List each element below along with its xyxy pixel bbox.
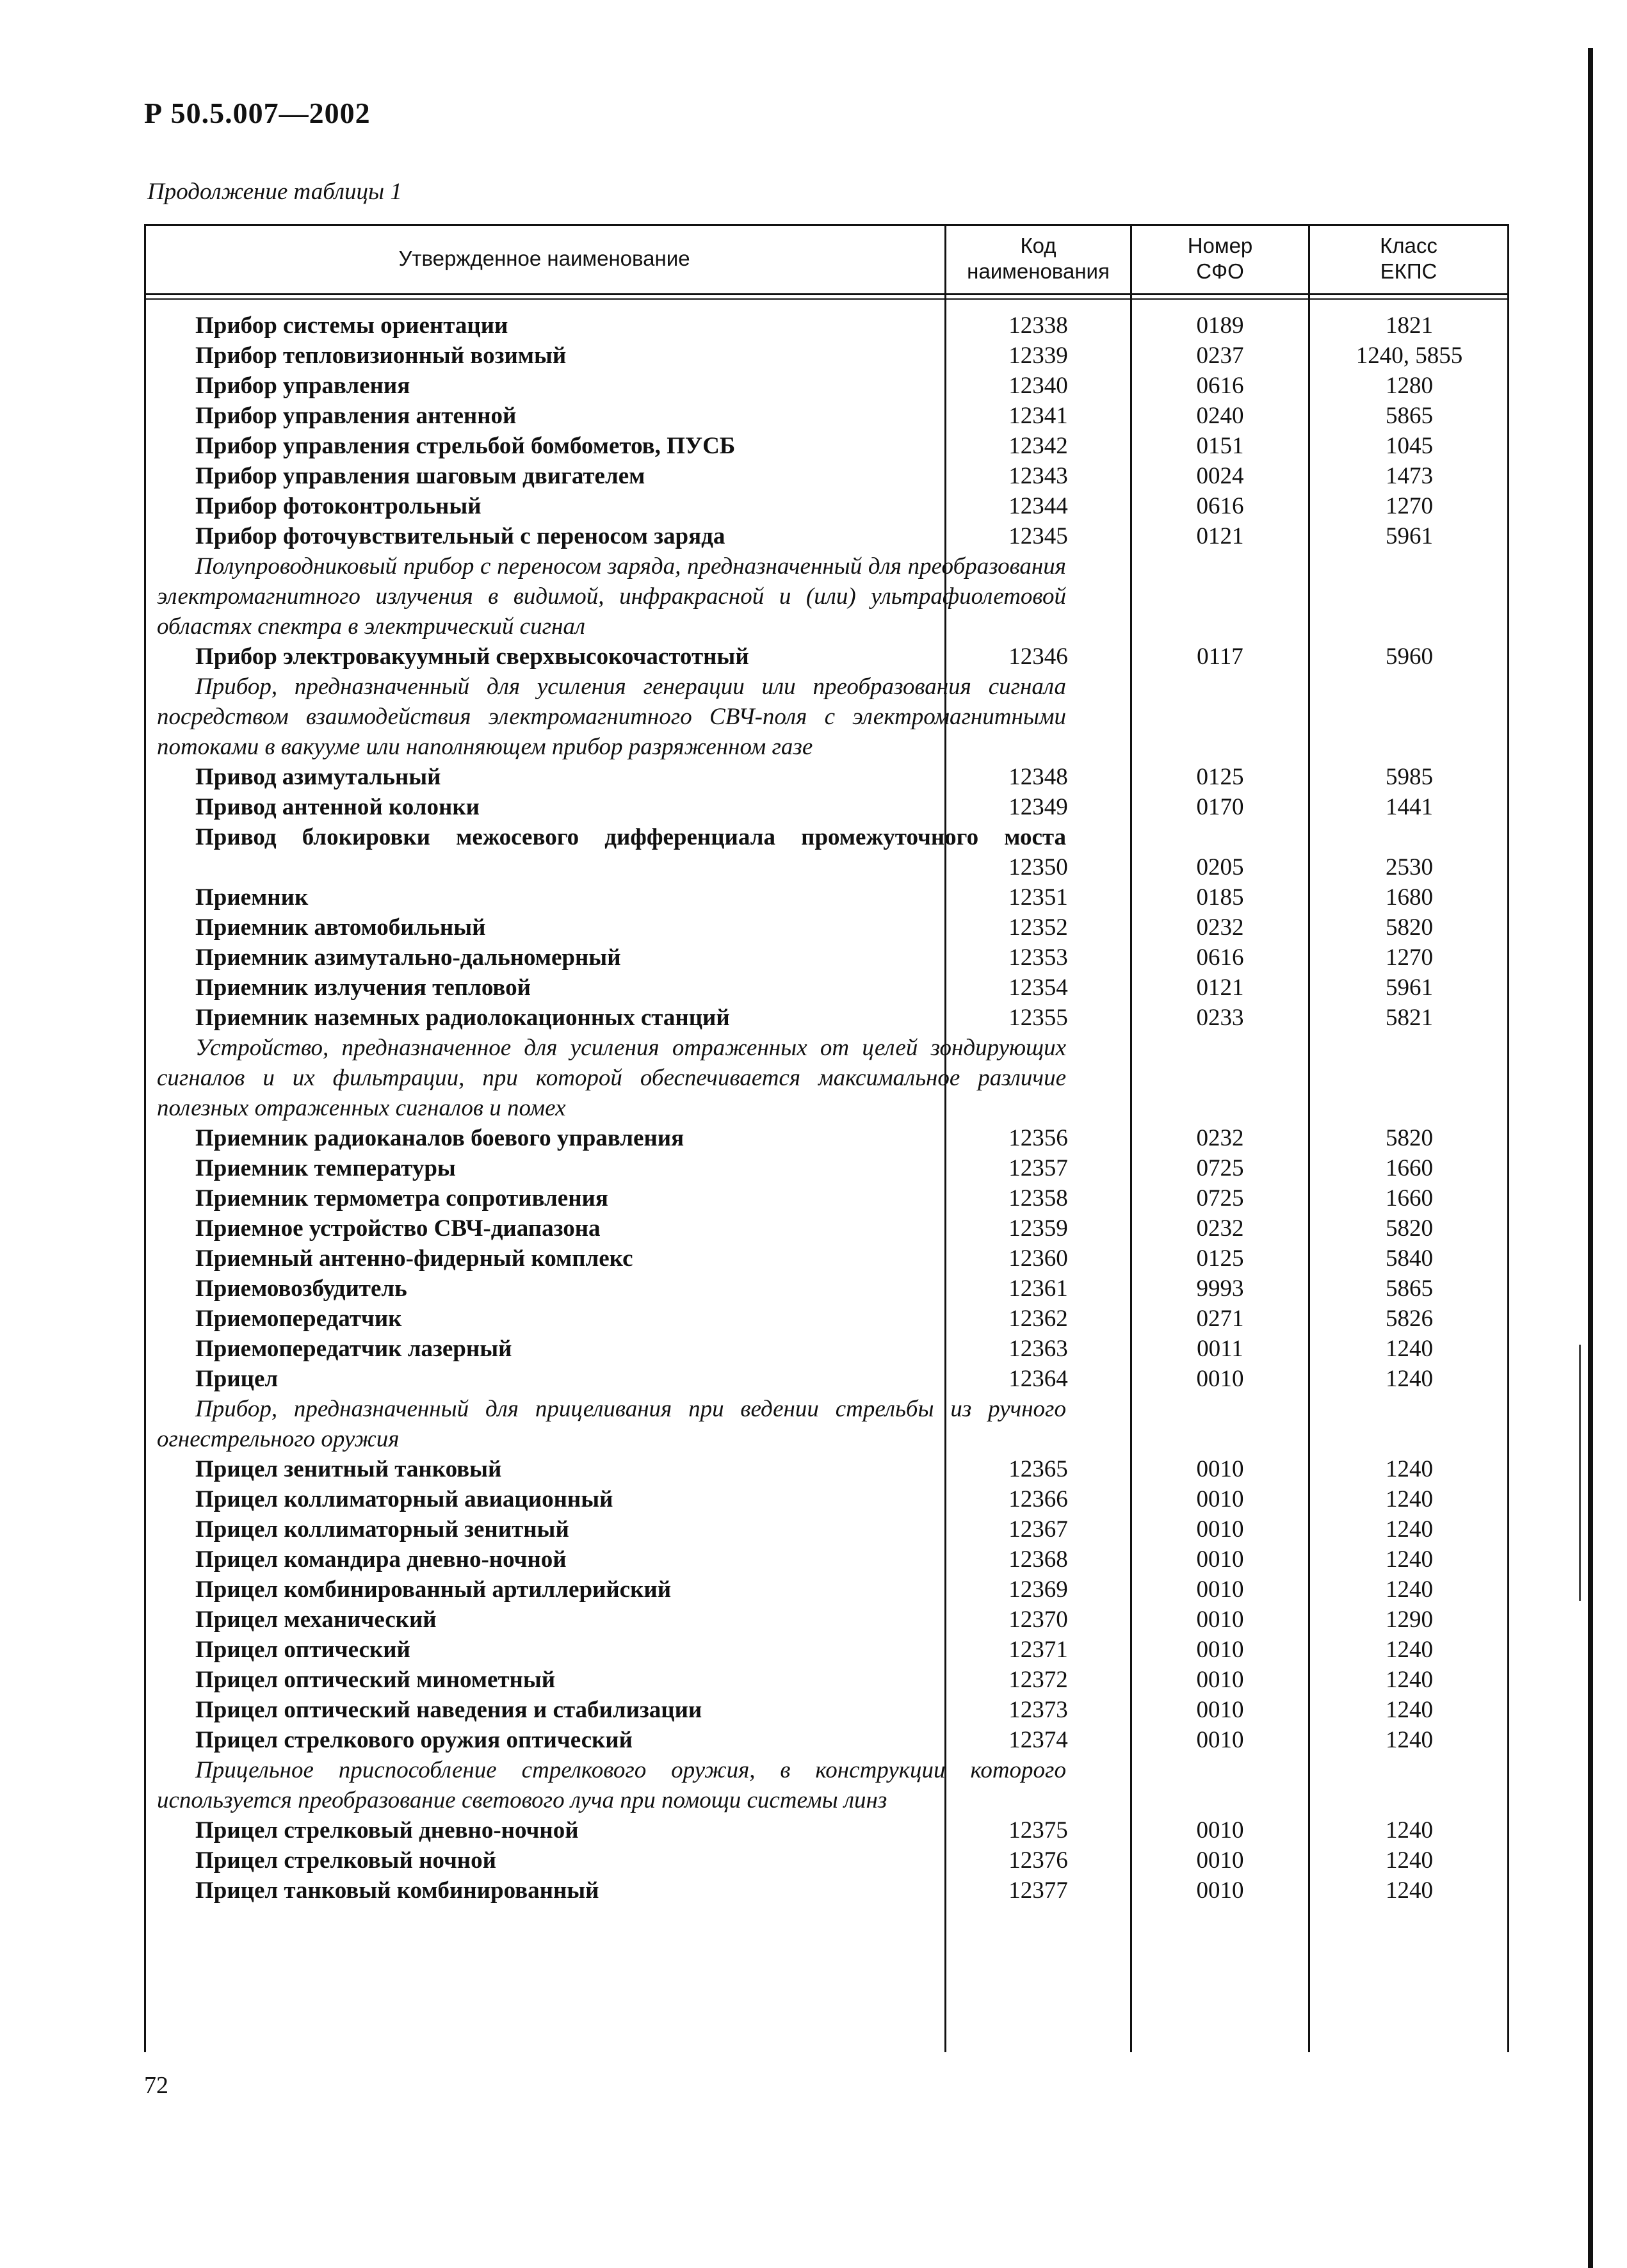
item-ekps-class: 1660 (1386, 1185, 1433, 1211)
item-ekps-class: 5961 (1386, 975, 1433, 1001)
item-ekps-class: 1240 (1386, 1847, 1433, 1874)
item-sfo-number: 0125 (1196, 1245, 1244, 1272)
item-name: Привод блокировки межосевого дифференциала промежуточного моста (195, 824, 1066, 850)
item-sfo-number: 0121 (1196, 523, 1244, 549)
item-name: Приемопередатчик (195, 1306, 402, 1332)
item-sfo-number: 0240 (1196, 403, 1244, 429)
item-ekps-class: 1240 (1386, 1336, 1433, 1362)
item-code: 12365 (1008, 1456, 1068, 1482)
item-sfo-number: 0010 (1196, 1516, 1244, 1543)
item-name: Прицел оптический (195, 1637, 410, 1663)
item-ekps-class: 2530 (1386, 854, 1433, 880)
item-code: 12359 (1008, 1215, 1068, 1242)
table-row (144, 1514, 1509, 1544)
item-code: 12372 (1008, 1667, 1068, 1693)
item-ekps-class: 1240 (1386, 1817, 1433, 1843)
item-code: 12349 (1008, 794, 1068, 820)
item-name: Приемник автомобильный (195, 914, 486, 941)
item-name: Привод азимутальный (195, 764, 441, 790)
item-code: 12342 (1008, 433, 1068, 459)
item-name: Приемник радиоканалов боевого управления (195, 1125, 684, 1151)
item-code: 12360 (1008, 1245, 1068, 1272)
table-row (144, 792, 1509, 822)
item-ekps-class: 1821 (1386, 312, 1433, 339)
item-name: Прибор электровакуумный сверхвысокочастотный (195, 644, 749, 670)
item-ekps-class: 1045 (1386, 433, 1433, 459)
table-row (144, 1123, 1509, 1153)
item-code: 12340 (1008, 373, 1068, 399)
item-code: 12366 (1008, 1486, 1068, 1512)
table-row (144, 431, 1509, 461)
item-name: Прицел механический (195, 1607, 437, 1633)
item-sfo-number: 0271 (1196, 1306, 1244, 1332)
table-row (144, 1454, 1509, 1484)
item-sfo-number: 0151 (1196, 433, 1244, 459)
item-code: 12339 (1008, 343, 1068, 369)
item-code: 12373 (1008, 1697, 1068, 1723)
table-row (144, 943, 1509, 973)
item-code: 12351 (1008, 884, 1068, 911)
item-code: 12352 (1008, 914, 1068, 941)
item-ekps-class: 5820 (1386, 914, 1433, 941)
classifier-table (144, 224, 1509, 2052)
table-row (144, 1153, 1509, 1183)
item-ekps-class: 5820 (1386, 1215, 1433, 1242)
header-separator (144, 293, 1509, 295)
item-name: Прицел стрелковый дневно-ночной (195, 1817, 579, 1843)
item-ekps-class: 1660 (1386, 1155, 1433, 1181)
table-row (144, 1665, 1509, 1695)
item-sfo-number: 0010 (1196, 1847, 1244, 1874)
item-code: 12367 (1008, 1516, 1068, 1543)
table-row (144, 491, 1509, 521)
item-code: 12346 (1008, 644, 1068, 670)
item-code: 12356 (1008, 1125, 1068, 1151)
table-row (144, 401, 1509, 431)
item-sfo-number: 0232 (1196, 1215, 1244, 1242)
item-ekps-class: 1270 (1386, 493, 1433, 519)
column-header-code: Код наименования (967, 234, 1110, 283)
item-sfo-number: 0010 (1196, 1546, 1244, 1573)
item-name: Прицел коллиматорный авиационный (195, 1486, 613, 1512)
table-row (144, 1183, 1509, 1213)
item-code: 12363 (1008, 1336, 1068, 1362)
item-description: Прибор, предназначенный для усиления генерации или преобразования сигнала посредством взаимодействия электромагнитного СВЧ-поля с электромагнитными потоками в вакууме или наполняющем прибор разряженном газе (157, 674, 1066, 760)
item-sfo-number: 0232 (1196, 914, 1244, 941)
item-sfo-number: 0010 (1196, 1727, 1244, 1753)
item-ekps-class: 1240 (1386, 1727, 1433, 1753)
item-sfo-number: 0010 (1196, 1877, 1244, 1904)
item-code: 12345 (1008, 523, 1068, 549)
item-ekps-class: 1240 (1386, 1576, 1433, 1603)
item-description: Прибор, предназначенный для прицеливания при ведении стрельбы из ручного огнестрельного оружия (157, 1396, 1066, 1452)
table-row (144, 1243, 1509, 1274)
item-name: Приемовозбудитель (195, 1276, 407, 1302)
table-row (144, 461, 1509, 491)
item-ekps-class: 1280 (1386, 373, 1433, 399)
item-ekps-class: 5820 (1386, 1125, 1433, 1151)
item-code: 12364 (1008, 1366, 1068, 1392)
item-code: 12376 (1008, 1847, 1068, 1874)
item-ekps-class: 1270 (1386, 944, 1433, 971)
item-sfo-number: 0233 (1196, 1005, 1244, 1031)
item-name: Прицел стрелковый ночной (195, 1847, 496, 1874)
item-sfo-number: 0121 (1196, 975, 1244, 1001)
item-name: Прицел комбинированный артиллерийский (195, 1576, 672, 1603)
item-sfo-number: 0010 (1196, 1817, 1244, 1843)
item-name: Приемник (195, 884, 309, 911)
item-ekps-class: 5985 (1386, 764, 1433, 790)
item-name: Прицел оптический наведения и стабилизации (195, 1697, 702, 1723)
item-sfo-number: 0232 (1196, 1125, 1244, 1151)
table-row (144, 973, 1509, 1003)
item-ekps-class: 1441 (1386, 794, 1433, 820)
description-row (144, 1755, 1509, 1815)
item-code: 12375 (1008, 1817, 1068, 1843)
item-sfo-number: 0010 (1196, 1366, 1244, 1392)
item-sfo-number: 0616 (1196, 493, 1244, 519)
item-code: 12377 (1008, 1877, 1068, 1904)
item-ekps-class: 1240 (1386, 1546, 1433, 1573)
item-description: Прицельное приспособление стрелкового оружия, в конструкции которого используется преобразование светового луча при помощи системы линз (157, 1757, 1066, 1813)
item-name: Прибор управления шаговым двигателем (195, 463, 645, 489)
item-name: Прицел зенитный танковый (195, 1456, 502, 1482)
table-border-right (1507, 224, 1509, 293)
item-code: 12350 (1008, 854, 1068, 880)
table-row (144, 1544, 1509, 1575)
scan-edge-mark (1579, 1345, 1581, 1601)
item-sfo-number: 0010 (1196, 1607, 1244, 1633)
item-ekps-class: 1240 (1386, 1697, 1433, 1723)
item-code: 12370 (1008, 1607, 1068, 1633)
item-ekps-class: 5840 (1386, 1245, 1433, 1272)
column-header-ekps: Класс ЕКПС (1380, 234, 1437, 283)
item-name: Приемник излучения тепловой (195, 975, 531, 1001)
item-sfo-number: 9993 (1196, 1276, 1244, 1302)
item-name: Прибор фотоконтрольный (195, 493, 482, 519)
item-sfo-number: 0125 (1196, 764, 1244, 790)
item-name: Прицел командира дневно-ночной (195, 1546, 567, 1573)
item-ekps-class: 1240 (1386, 1877, 1433, 1904)
page-number: 72 (144, 2072, 168, 2099)
item-sfo-number: 0024 (1196, 463, 1244, 489)
table-row (144, 1635, 1509, 1665)
item-name: Прибор фоточувствительный с переносом заряда (195, 523, 725, 549)
column-header-name: Утвержденное наименование (398, 247, 690, 270)
table-row (144, 1575, 1509, 1605)
document-code: Р 50.5.007—2002 (144, 97, 371, 129)
item-code: 12348 (1008, 764, 1068, 790)
item-name: Приемное устройство СВЧ-диапазона (195, 1215, 601, 1242)
table-row (144, 311, 1509, 341)
description-row (144, 1033, 1509, 1123)
item-code: 12353 (1008, 944, 1068, 971)
item-code: 12338 (1008, 312, 1068, 339)
item-sfo-number: 0117 (1197, 644, 1243, 670)
item-name: Прибор управления стрельбой бомбометов, ПУСБ (195, 433, 736, 459)
table-row (144, 341, 1509, 371)
item-code: 12341 (1008, 403, 1068, 429)
item-ekps-class: 1680 (1386, 884, 1433, 911)
table-row (144, 1364, 1509, 1394)
table-row (144, 1213, 1509, 1243)
item-name: Приемный антенно-фидерный комплекс (195, 1245, 633, 1272)
table-row (144, 521, 1509, 551)
item-name: Прибор системы ориентации (195, 312, 508, 339)
item-sfo-number: 0010 (1196, 1697, 1244, 1723)
item-code: 12369 (1008, 1576, 1068, 1603)
item-ekps-class: 1240, 5855 (1356, 343, 1463, 369)
table-row (144, 822, 1509, 882)
table-row (144, 1695, 1509, 1725)
item-name: Прицел (195, 1366, 279, 1392)
item-name: Приемник азимутально-дальномерный (195, 944, 621, 971)
item-name: Прибор управления антенной (195, 403, 517, 429)
column-header-sfo: Номер СФО (1187, 234, 1253, 283)
item-ekps-class: 1240 (1386, 1486, 1433, 1512)
table-row (144, 762, 1509, 792)
item-ekps-class: 1240 (1386, 1637, 1433, 1663)
item-sfo-number: 0170 (1196, 794, 1244, 820)
item-sfo-number: 0616 (1196, 944, 1244, 971)
item-code: 12357 (1008, 1155, 1068, 1181)
item-sfo-number: 0010 (1196, 1667, 1244, 1693)
item-name: Прицел стрелкового оружия оптический (195, 1727, 633, 1753)
table-continuation-label: Продолжение таблицы 1 (147, 179, 402, 205)
item-ekps-class: 1473 (1386, 463, 1433, 489)
item-code: 12361 (1008, 1276, 1068, 1302)
item-name: Приемник температуры (195, 1155, 456, 1181)
scan-edge (1588, 48, 1593, 2268)
item-code: 12371 (1008, 1637, 1068, 1663)
table-row (144, 912, 1509, 943)
item-sfo-number: 0011 (1197, 1336, 1243, 1362)
item-ekps-class: 5821 (1386, 1005, 1433, 1031)
item-code: 12368 (1008, 1546, 1068, 1573)
item-ekps-class: 1240 (1386, 1366, 1433, 1392)
table-row (144, 1725, 1509, 1755)
table-row (144, 1484, 1509, 1514)
table-row (144, 1003, 1509, 1033)
item-name: Прибор тепловизионный возимый (195, 343, 567, 369)
item-name: Приемник термометра сопротивления (195, 1185, 608, 1211)
description-row (144, 672, 1509, 762)
item-ekps-class: 5865 (1386, 403, 1433, 429)
table-row (144, 642, 1509, 672)
item-sfo-number: 0010 (1196, 1486, 1244, 1512)
item-sfo-number: 0185 (1196, 884, 1244, 911)
item-code: 12374 (1008, 1727, 1068, 1753)
item-code: 12362 (1008, 1306, 1068, 1332)
item-name: Прицел танковый комбинированный (195, 1877, 599, 1904)
table-row (144, 1304, 1509, 1334)
item-ekps-class: 5960 (1386, 644, 1433, 670)
item-ekps-class: 1240 (1386, 1516, 1433, 1543)
item-ekps-class: 5961 (1386, 523, 1433, 549)
table-row (144, 1334, 1509, 1364)
item-sfo-number: 0010 (1196, 1637, 1244, 1663)
table-row (144, 1274, 1509, 1304)
item-ekps-class: 1240 (1386, 1456, 1433, 1482)
item-code: 12354 (1008, 975, 1068, 1001)
item-code: 12344 (1008, 493, 1068, 519)
table-row (144, 1875, 1509, 1906)
item-sfo-number: 0189 (1196, 312, 1244, 339)
item-name: Приемник наземных радиолокационных станций (195, 1005, 730, 1031)
item-name: Прицел коллиматорный зенитный (195, 1516, 569, 1543)
item-ekps-class: 5865 (1386, 1276, 1433, 1302)
item-name: Прибор управления (195, 373, 410, 399)
item-sfo-number: 0010 (1196, 1576, 1244, 1603)
item-ekps-class: 1240 (1386, 1667, 1433, 1693)
item-description: Полупроводниковый прибор с переносом заряда, предназначенный для преобразования электромагнитного излучения в видимой, инфракрасной и (или) ультрафиолетовой областях спектра в электрический сигнал (157, 553, 1066, 640)
item-code: 12343 (1008, 463, 1068, 489)
item-name: Приемопередатчик лазерный (195, 1336, 512, 1362)
item-ekps-class: 1290 (1386, 1607, 1433, 1633)
item-sfo-number: 0616 (1196, 373, 1244, 399)
item-sfo-number: 0725 (1196, 1155, 1244, 1181)
item-code: 12358 (1008, 1185, 1068, 1211)
item-name: Прицел оптический минометный (195, 1667, 556, 1693)
item-sfo-number: 0205 (1196, 854, 1244, 880)
item-name: Привод антенной колонки (195, 794, 480, 820)
item-sfo-number: 0010 (1196, 1456, 1244, 1482)
header-separator-double (144, 298, 1509, 300)
item-sfo-number: 0725 (1196, 1185, 1244, 1211)
item-ekps-class: 5826 (1386, 1306, 1433, 1332)
table-row (144, 371, 1509, 401)
description-row (144, 1394, 1509, 1454)
table-row (144, 1845, 1509, 1875)
item-sfo-number: 0237 (1196, 343, 1244, 369)
table-row (144, 882, 1509, 912)
item-code: 12355 (1008, 1005, 1068, 1031)
item-description: Устройство, предназначенное для усиления отраженных от целей зондирующих сигналов и их фильтрации, при которой обеспечивается максимальное различие полезных отраженных сигналов и помех (157, 1035, 1066, 1121)
description-row (144, 551, 1509, 642)
table-body (144, 311, 1509, 1906)
table-row (144, 1815, 1509, 1845)
table-row (144, 1605, 1509, 1635)
